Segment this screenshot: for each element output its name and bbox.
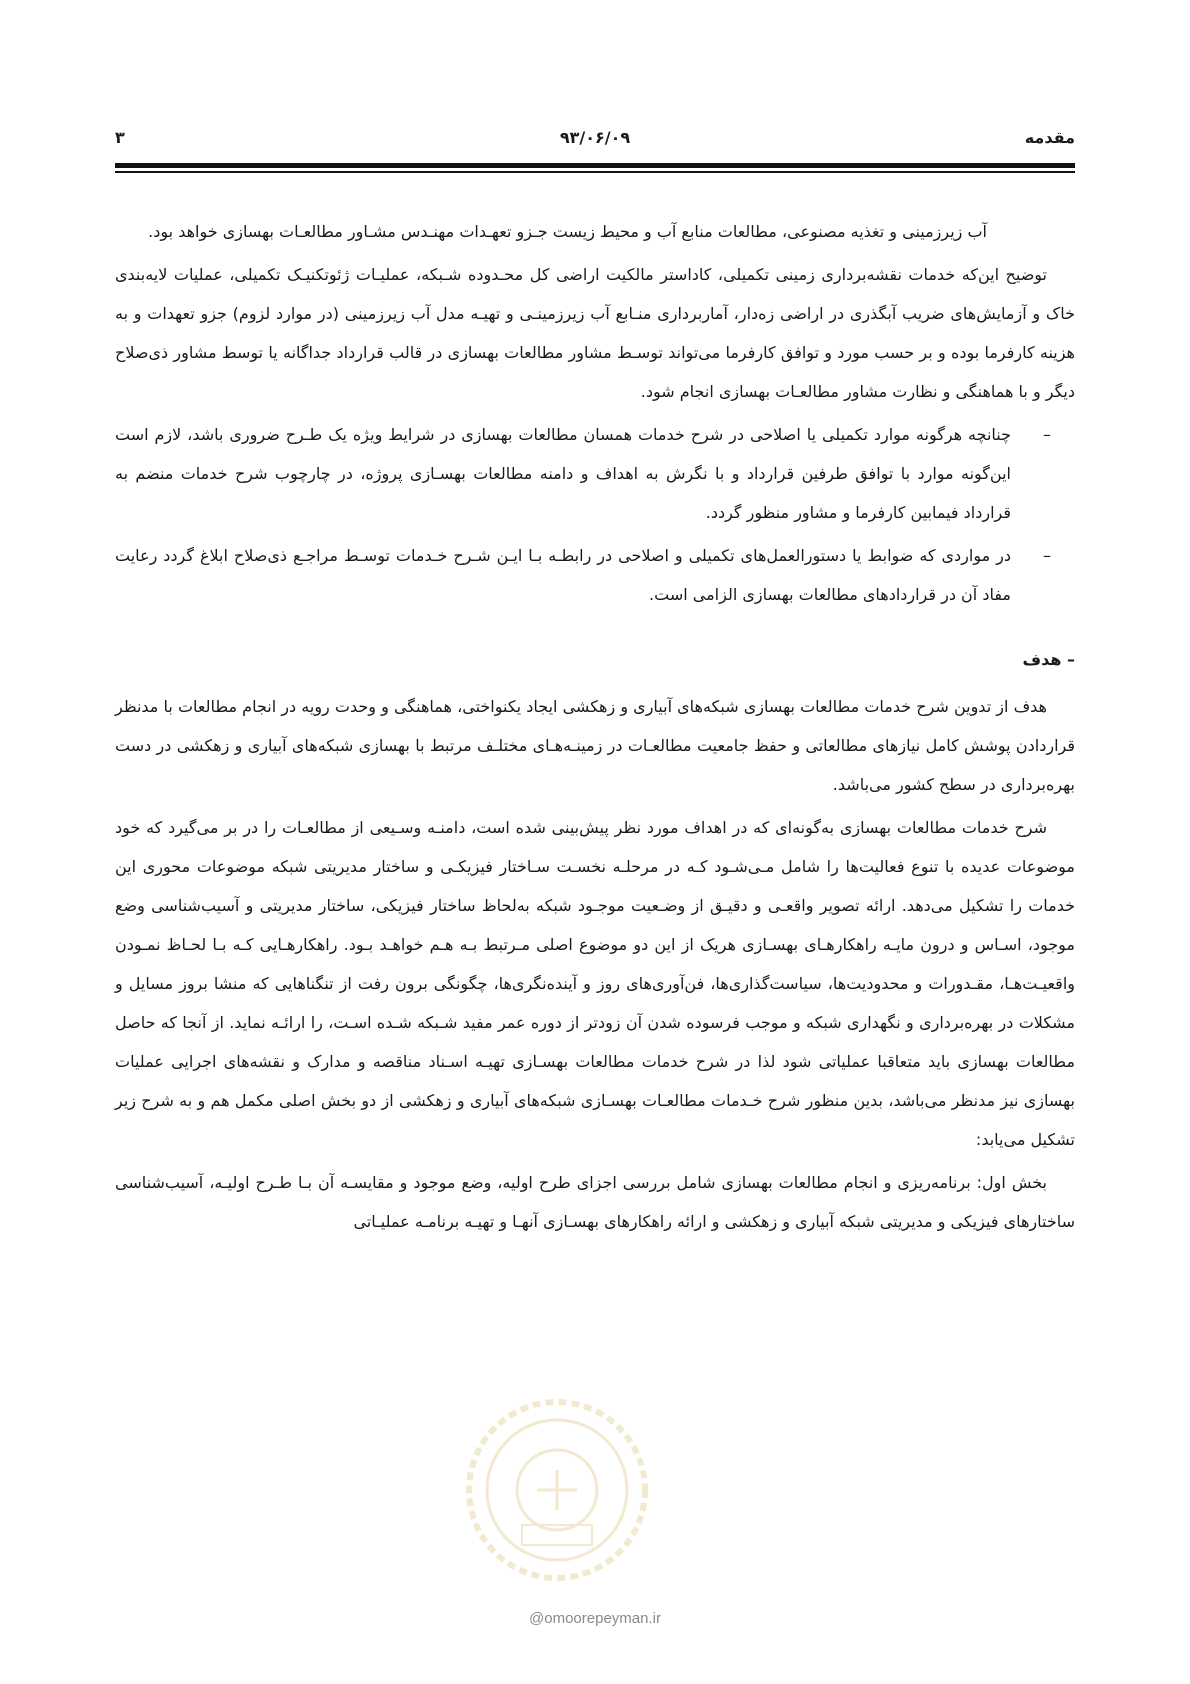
paragraph-part-one: بخش اول: برنامه‌ریزی و انجام مطالعات بهسازی شامل بررسی اجزای طرح اولیه، وضع موجود و مقایسـه آن بـا طـرح اولیـه، آسیب‌شناسی ساختارهای فیزیکی و مدیریتی شبکه آبیاری و زهکشی و ارائه راهکارهای بهسـازی آنهـا و تهیـه برنامـه عملیـاتی <box>115 1173 1075 1231</box>
document-body <box>115 212 1075 1245</box>
chapter-title: مقدمه <box>1024 128 1075 147</box>
dash-marker: – <box>1043 546 1051 565</box>
section-heading: – هدف <box>1022 650 1075 669</box>
bullet-item <box>115 536 1051 614</box>
paragraph-goal: هدف از تدوین شرح خدمات مطالعات بهسازی شبکه‌های آبیاری و زهکشی ایجاد یکنواختی، هماهنگی و وحدت رویه در انجام مطالعات با مدنظر قراردادن پوشش کامل نیازهای مطالعاتی و حفظ جامعیت مطالعـات در زمینـه‌هـای مختلـف مرتبط با بهسازی شبکه‌های آبیاری و زهکشی در دست بهره‌برداری در سطح کشور می‌باشد. <box>115 697 1075 794</box>
header-rule-thin <box>115 171 1075 173</box>
header-rule-thick <box>115 163 1075 168</box>
watermark-site-text: @omoorepeyman.ir <box>529 1610 661 1627</box>
page-number: ۳ <box>115 128 125 147</box>
bullet-list <box>115 415 1075 614</box>
paragraph-continued: آب زیرزمینی و تغذیه مصنوعی، مطالعات منابع آب و محیط زیست جـزو تعهـدات مهنـدس مشـاور مطالعـات بهسازی خواهد بود. <box>148 222 987 241</box>
dash-marker: – <box>1043 425 1051 444</box>
bullet-text: چنانچه هرگونه موارد تکمیلی یا اصلاحی در شرح خدمات همسان مطالعات بهسازی در شرایط ویژه یک طـرح ضروری باشد، لازم است این‌گونه موارد با توافق طرفین قرارداد و با نگرش به اهداف و دامنه مطالعات بهسـازی پروژه، در چارچوب شرح خدمات منضم به قرارداد فیمابین کارفرما و مشاور منظور گردد. <box>115 425 1011 522</box>
bullet-text: در مواردی که ضوابط یا دستورالعمل‌های تکمیلی و اصلاحی در رابطـه بـا ایـن شـرح خـدمات توسـط مراجـع ذی‌صلاح ابلاغ گردد رعایت مفاد آن در قراردادهای مطالعات بهسازی الزامی است. <box>115 546 1011 604</box>
watermark-seal-icon <box>462 1395 652 1585</box>
page-header <box>115 128 1075 150</box>
header-date: ۹۳/۰۶/۰۹ <box>559 128 631 147</box>
paragraph-explanation: توضیح این‌که خدمات نقشه‌برداری زمینی تکمیلی، کاداستر مالکیت اراضی کل محـدوده شـبکه، عملیـات ژئوتکنیـک تکمیلی، عملیات لایه‌بندی خاک و آزمایش‌های ضریب آبگذری در اراضی زه‌دار، آماربرداری منـابع آب زیرزمینـی و تهیـه مدل آب زیرزمینی (در موارد لزوم) جزو تعهدات و به هزینه کارفرما بوده و بر حسب مورد و توافق کارفرما می‌تواند توسـط مشاور مطالعات بهسازی در قالب قرارداد جداگانه یا توسط مشاور ذی‌صلاح دیگر و با هماهنگی و نظارت مشاور مطالعـات بهسازی انجام شود. <box>115 265 1075 401</box>
bullet-item <box>115 415 1051 532</box>
paragraph-scope: شرح خدمات مطالعات بهسازی به‌گونه‌ای که در اهداف مورد نظر پیش‌بینی شده است، دامنـه وسـیعی از مطالعـات را در بر می‌گیرد که خود موضوعات عدیده با تنوع فعالیت‌ها را شامل مـی‌شـود کـه در مرحلـه نخسـت سـاختار فیزیکـی و ساختار مدیریتی شبکه موضوعات محوری این خدمات را تشکیل می‌دهد. ارائه تصویر واقعـی و دقیـق از وضـعیت موجـود شبکه به‌لحاظ ساختار فیزیکی، ساختار مدیریتی و آسیب‌شناسی وضع موجود، اسـاس و درون مایـه راهکارهـای بهسـازی هریک از این دو موضوع اصلی مـرتبط بـه هـم خواهـد بـود. راهکارهـایی کـه بـا لحـاظ نمـودن واقعیـت‌هـا، مقـدورات و محدودیت‌ها، سیاست‌گذاری‌ها، فن‌آوری‌های روز و آینده‌نگری‌ها، چگونگی برون رفت از تنگناهایی که منشا بروز مسایل و مشکلات در بهره‌برداری و نگهداری شبکه و موجب فرسوده شدن آن زودتر از دوره عمر مفید شـبکه شـده اسـت، را ارائـه نماید. از آنجا که حاصل مطالعات بهسازی باید متعاقبا عملیاتی شود لذا در شرح خدمات مطالعات بهسـازی تهیـه اسـناد مناقصه و مدارک و نقشه‌های اجرایی عملیات بهسازی نیز مدنظر می‌باشد، بدین منظور شرح خـدمات مطالعـات بهسـازی شبکه‌های آبیاری و زهکشی از دو بخش اصلی مکمل هم و به شرح زیر تشکیل می‌یابد: <box>115 818 1075 1149</box>
